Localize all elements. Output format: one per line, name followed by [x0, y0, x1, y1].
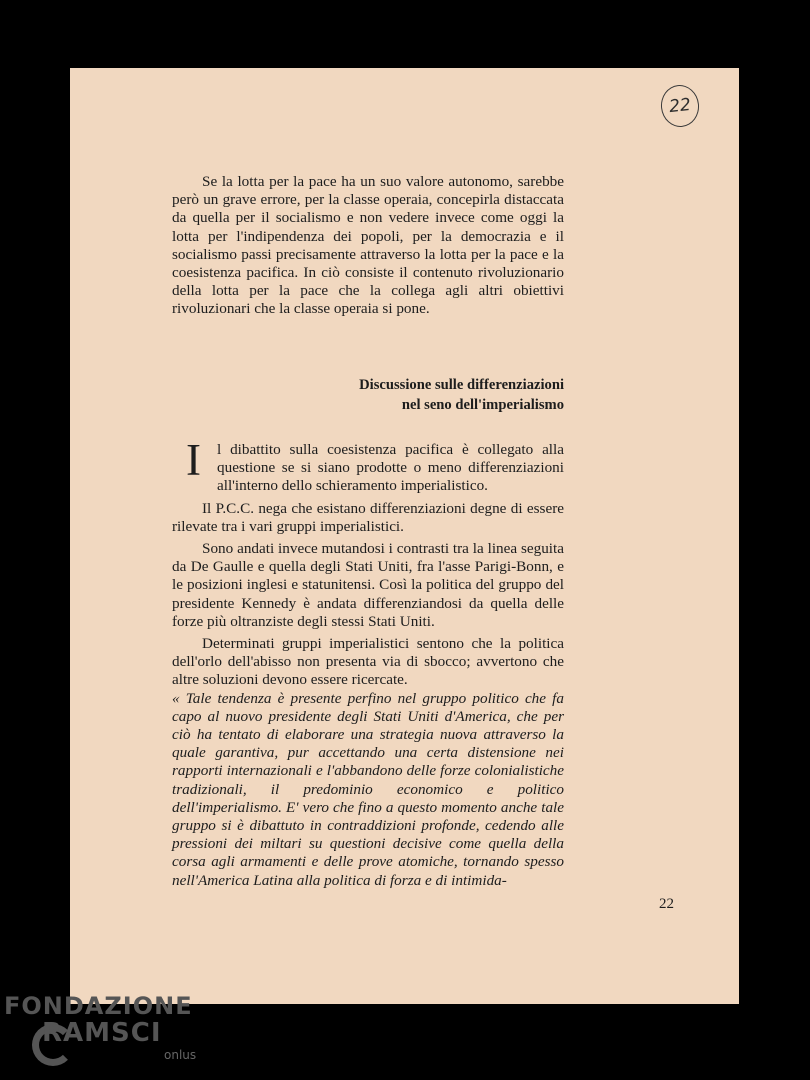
section-heading — [300, 375, 564, 415]
body-paragraph-1 — [172, 435, 564, 496]
body-paragraph-3: Sono andati invece mutandosi i contrasti tra la linea seguita da De Gaulle e quella degli Stati Uniti, fra l'asse Parigi-Bonn, e le posizioni inglesi e statunitensi. Così la politica del gruppo del presidente Kennedy è andata differenziandosi da quella delle forze più oltranziste degli stessi Stati Uniti. — [172, 540, 564, 630]
body-section — [172, 435, 564, 890]
intro-section — [172, 173, 564, 319]
archive-number: 22 — [668, 94, 692, 118]
quotation: « Tale tendenza è presente perfino nel gruppo politico che fa capo al nuovo presidente degli Stati Uniti d'America, che per ciò ha tentato di elaborare una strategia nuova attraverso la quale garantiva, pur accettando una certa distensione nei rapporti internazionali e l'abbandono delle forze colonialistiche tradizionali, il predominio economico e politico dell'imperialismo. E' vero che fino a questo momento anche tale gruppo si è dibattuto in contraddizioni profonde, cedendo alle pressioni dei miltari su questioni decisive come quella della corsa agli armamenti e delle prove atomiche, tornando spesso nell'America Latina alla politica di forza e di intimida- — [172, 689, 564, 889]
fondazione-gramsci-watermark — [4, 992, 224, 1076]
watermark-line2: RAMSCI — [42, 1018, 162, 1048]
section-heading-line2: nel seno dell'imperialismo — [401, 397, 564, 413]
body-paragraph-4: Determinati gruppi imperialistici sentono che la politica dell'orlo dell'abisso non presenta via di sbocco; avvertono che altre soluzioni devono essere ricercate. — [172, 635, 564, 689]
body-paragraph-1-text: l dibattito sulla coesistenza pacifica è collegato alla questione se si siano prodotte o meno differenziazioni all'interno dello schieramento imperialistico. — [217, 441, 564, 495]
intro-paragraph: Se la lotta per la pace ha un suo valore autonomo, sarebbe però un grave errore, per la classe operaia, concepirla distaccata da quella per il socialismo e non vedere invece come oggi la lotta per l'indipendenza dei popoli, per la democrazia e il socialismo passi precisamente attraverso la lotta per la pace e la coesistenza pacifica. In ciò consiste il contenuto rivoluzionario della lotta per la pace che la collega agli altri obiettivi rivoluzionari che la classe operaia si pone. — [172, 173, 564, 318]
watermark-line3: onlus — [164, 1048, 197, 1062]
section-heading-line1: Discussione sulle differenziazioni — [359, 377, 564, 393]
watermark-line1: FONDAZIONE — [4, 992, 193, 1020]
page-number: 22 — [659, 896, 674, 912]
body-paragraph-2: Il P.C.C. nega che esistano differenziazioni degne di essere rilevate tra i vari gruppi imperialistici. — [172, 499, 564, 535]
drop-cap: I — [186, 435, 201, 485]
